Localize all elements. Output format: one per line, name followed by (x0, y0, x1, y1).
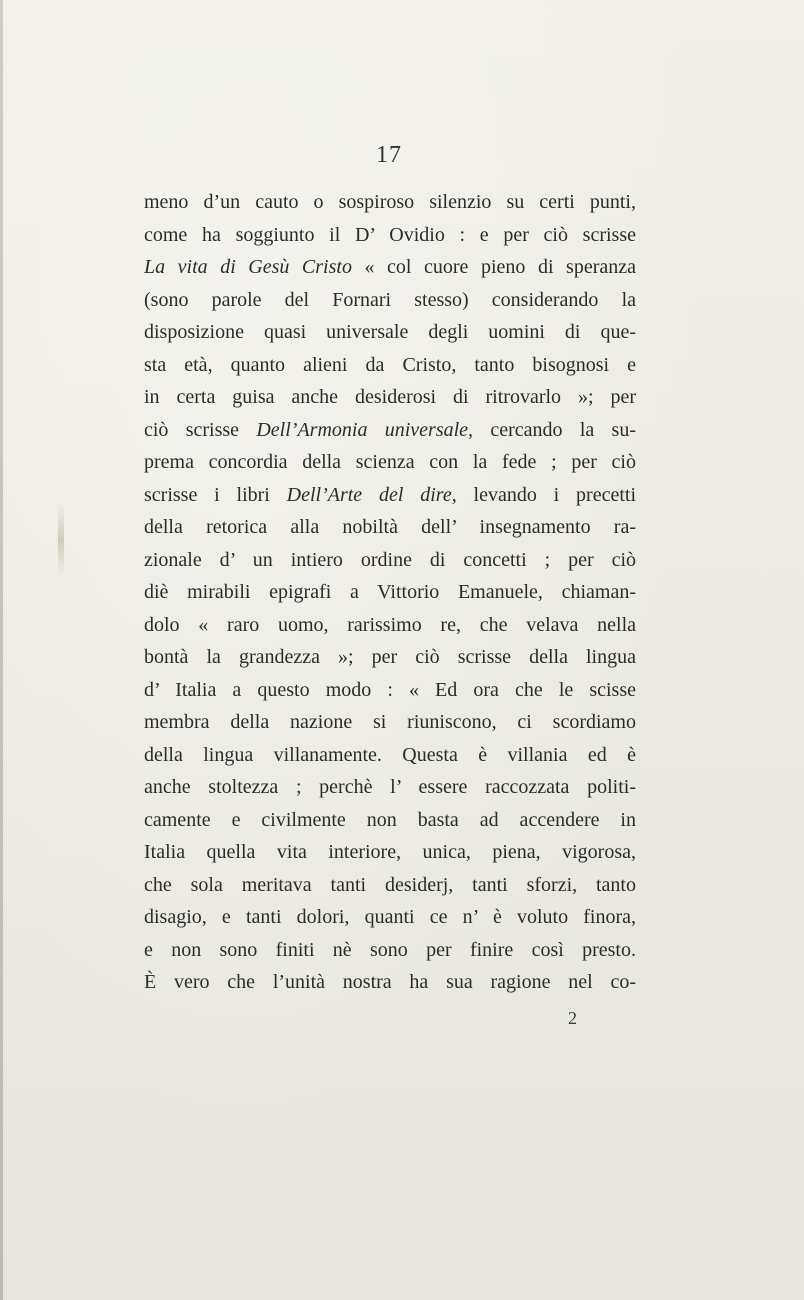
text-run: d’ Italia a questo modo : « Ed ora che le scisse (144, 678, 636, 701)
text-line (144, 414, 636, 447)
text-line (144, 739, 636, 772)
page-edge (0, 0, 3, 1300)
text-line (144, 869, 636, 902)
text-line (144, 251, 636, 284)
text-run: come ha soggiunto il D’ Ovidio : e per ciò scrisse (144, 223, 636, 246)
text-line (144, 674, 636, 707)
text-run: prema concordia della scienza con la fede ; per ciò (144, 451, 636, 473)
italic-title: Dell’Arte del dire, (286, 483, 457, 506)
text-run: levando i precetti (456, 483, 637, 506)
text-line (144, 706, 636, 739)
text-run: cercando la su- (473, 418, 636, 441)
paper-stain (58, 505, 64, 575)
text-run: dolo « raro uomo, rarissimo re, che velava nella (144, 613, 636, 636)
text-line (144, 836, 636, 869)
text-line (144, 349, 636, 382)
text-run: ciò scrisse (144, 418, 257, 441)
text-line (144, 219, 636, 252)
text-run: scrisse i libri (144, 483, 287, 506)
text-run: disposizione quasi universale degli uomini di que- (144, 321, 636, 343)
text-line (144, 186, 636, 219)
signature-mark: 2 (568, 1008, 577, 1028)
italic-title: La vita di Gesù Cristo (144, 256, 352, 278)
text-run: anche stoltezza ; perchè l’ essere raccozzata politi- (144, 776, 636, 798)
text-line (144, 901, 636, 934)
text-run: « col cuore pieno di speranza (351, 256, 637, 278)
text-run: (sono parole del Fornari stesso) considerando la (144, 288, 636, 311)
body-text (144, 186, 636, 999)
text-line (144, 479, 636, 512)
text-line (144, 381, 636, 414)
text-run: in certa guisa anche desiderosi di ritrovarlo »; per (144, 386, 636, 408)
text-run: che sola meritava tanti desiderj, tanti sforzi, tanto (144, 873, 636, 896)
text-line (144, 934, 636, 967)
text-line (144, 446, 636, 479)
text-line (144, 609, 636, 642)
text-run: e non sono finiti nè sono per finire così presto. (144, 938, 636, 961)
text-line (144, 511, 636, 544)
text-run: della retorica alla nobiltà dell’ insegnamento ra- (144, 516, 636, 538)
text-run: disagio, e tanti dolori, quanti ce n’ è voluto finora, (144, 906, 636, 928)
text-run: Italia quella vita interiore, unica, piena, vigorosa, (144, 841, 636, 863)
text-line (144, 771, 636, 804)
text-line (144, 804, 636, 837)
text-run: meno d’un cauto o sospiroso silenzio su certi punti, (144, 191, 636, 213)
page-number: 17 (376, 142, 402, 168)
text-run: diè mirabili epigrafi a Vittorio Emanuele, chiaman- (144, 581, 636, 603)
text-line (144, 641, 636, 674)
text-line (144, 316, 636, 349)
text-line (144, 966, 636, 999)
italic-title: Dell’Armonia universale, (256, 418, 474, 441)
text-run: zionale d’ un intiero ordine di concetti ; per ciò (144, 548, 636, 571)
text-line (144, 544, 636, 577)
text-run: camente e civilmente non basta ad accendere in (144, 808, 636, 831)
text-run: membra della nazione si riuniscono, ci scordiamo (144, 711, 636, 733)
text-run: bontà la grandezza »; per ciò scrisse della lingua (144, 646, 636, 668)
text-run: È vero che l’unità nostra ha sua ragione nel co- (144, 971, 636, 993)
text-run: della lingua villanamente. Questa è villania ed è (144, 743, 636, 766)
text-line (144, 284, 636, 317)
text-line (144, 576, 636, 609)
text-run: sta età, quanto alieni da Cristo, tanto bisognosi e (144, 353, 636, 376)
